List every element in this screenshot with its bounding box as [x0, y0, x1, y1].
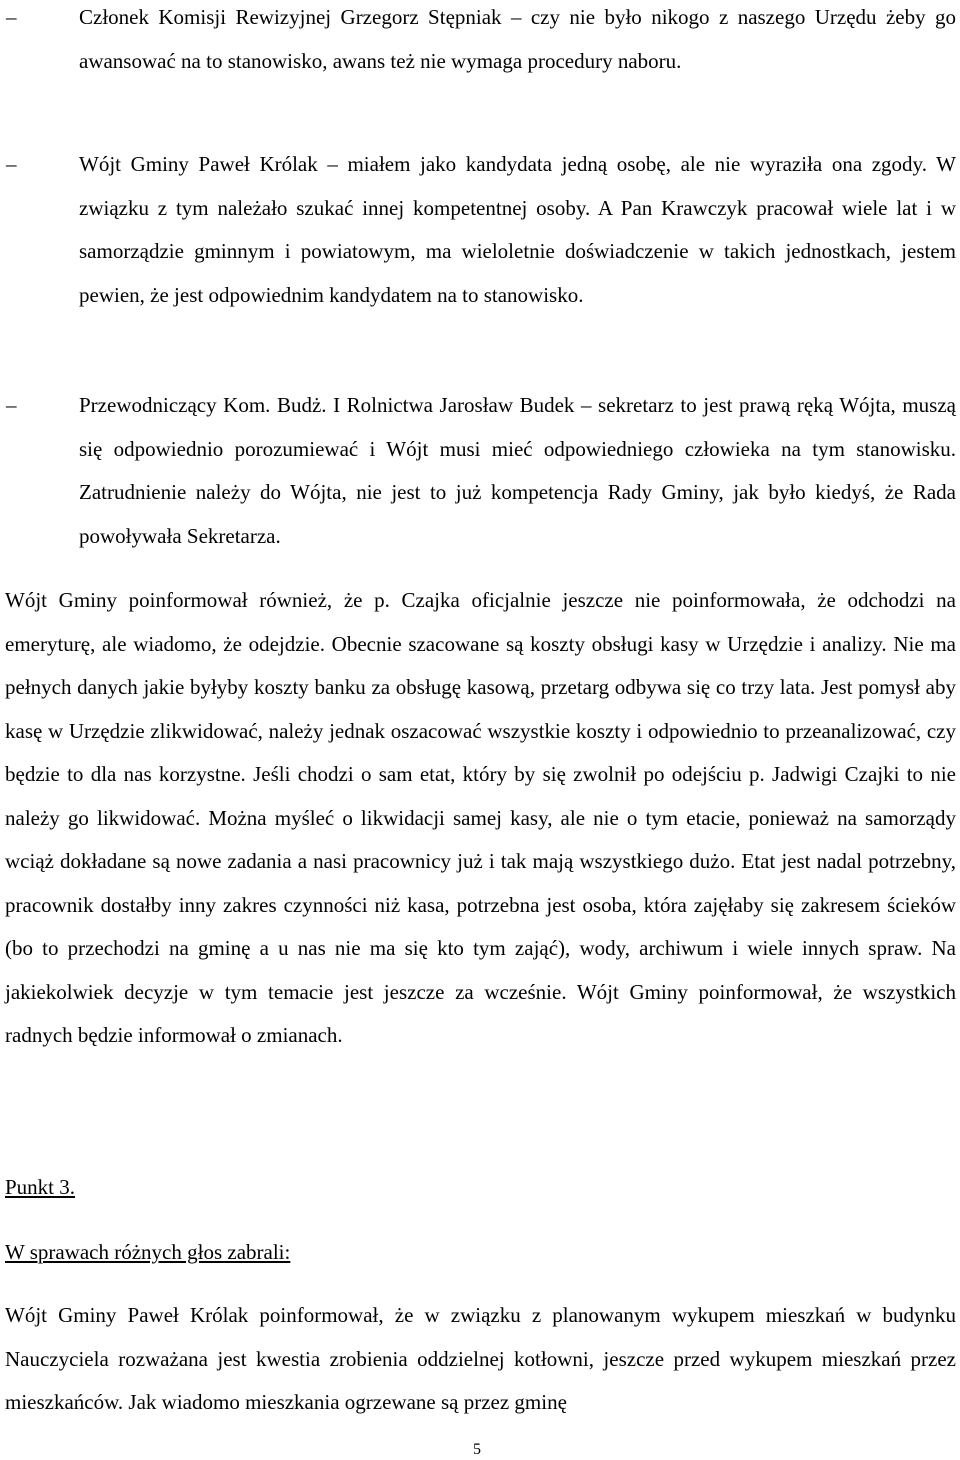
dash-marker: –	[6, 393, 17, 417]
bullet-text: Członek Komisji Rewizyjnej Grzegorz Stępniak – czy nie było nikogo z naszego Urzędu żeby go awansować na to stanowisko, awans też nie wymaga procedury naboru.	[79, 5, 956, 73]
bullet-text: Przewodniczący Kom. Budż. I Rolnictwa Jarosław Budek – sekretarz to jest prawą ręką Wójta, muszą się odpowiednio porozumiewać i Wójt musi mieć odpowiedniego człowieka na tym stanowisku. Zatrudnienie należy do Wójta, nie jest to już kompetencja Rady Gminy, jak było kiedyś, że Rada powoływała Sekretarza.	[79, 393, 956, 548]
bullet-item	[6, 0, 956, 83]
body-paragraph: Wójt Gminy Paweł Królak poinformował, że w związku z planowanym wykupem mieszkań w budynku Nauczyciela rozważana jest kwestia zrobienia oddzielnej kotłowni, jeszcze przed wykupem mieszkań przez mieszkańców. Jak wiadomo mieszkania ogrzewane są przez gminę	[5, 1303, 956, 1414]
bullet-text: Wójt Gminy Paweł Królak – miałem jako kandydata jedną osobę, ale nie wyraziła ona zgody. W związku z tym należało szukać innej kompetentnej osoby. A Pan Krawczyk pracował wiele lat i w samorządzie gminnym i powiatowym, ma wieloletnie doświadczenie w takich jednostkach, jestem pewien, że jest odpowiednim kandydatem na to stanowisko.	[79, 152, 956, 307]
dash-marker: –	[6, 152, 17, 176]
bullet-item	[6, 143, 956, 317]
section-heading: W sprawach różnych głos zabrali:	[5, 1240, 291, 1264]
section-heading: Punkt 3.	[5, 1175, 76, 1199]
bullet-item	[6, 384, 956, 558]
body-paragraph: Wójt Gminy poinformował również, że p. Czajka oficjalnie jeszcze nie poinformowała, że odchodzi na emeryturę, ale wiadomo, że odejdzie. Obecnie szacowane są koszty obsługi kasy w Urzędzie i analizy. Nie ma pełnych danych jakie byłyby koszty banku za obsługę kasową, przetarg odbywa się co trzy lata. Jest pomysł aby kasę w Urzędzie zlikwidować, należy jednak oszacować wszystkie koszty i odpowiednio to przeanalizować, czy będzie to dla nas korzystne. Jeśli chodzi o sam etat, który by się zwolnił po odejściu p. Jadwigi Czajki to nie należy go likwidować. Można myśleć o likwidacji samej kasy, ale nie o tym etacie, ponieważ na samorządy wciąż dokładane są nowe zadania a nasi pracownicy już i tak mają wszystkiego dużo. Etat jest nadal potrzebny, pracownik dostałby inny zakres czynności niż kasa, potrzebna jest osoba, która zajęłaby się zakresem ścieków (bo to przechodzi na gminę a u nas nie ma się kto tym zająć), wody, archiwum i wiele innych spraw. Na jakiekolwiek decyzje w tym temacie jest jeszcze za wcześnie. Wójt Gminy poinformował, że wszystkich radnych będzie informował o zmianach.	[5, 588, 956, 1047]
page-number: 5	[473, 1441, 481, 1458]
dash-marker: –	[6, 5, 17, 29]
